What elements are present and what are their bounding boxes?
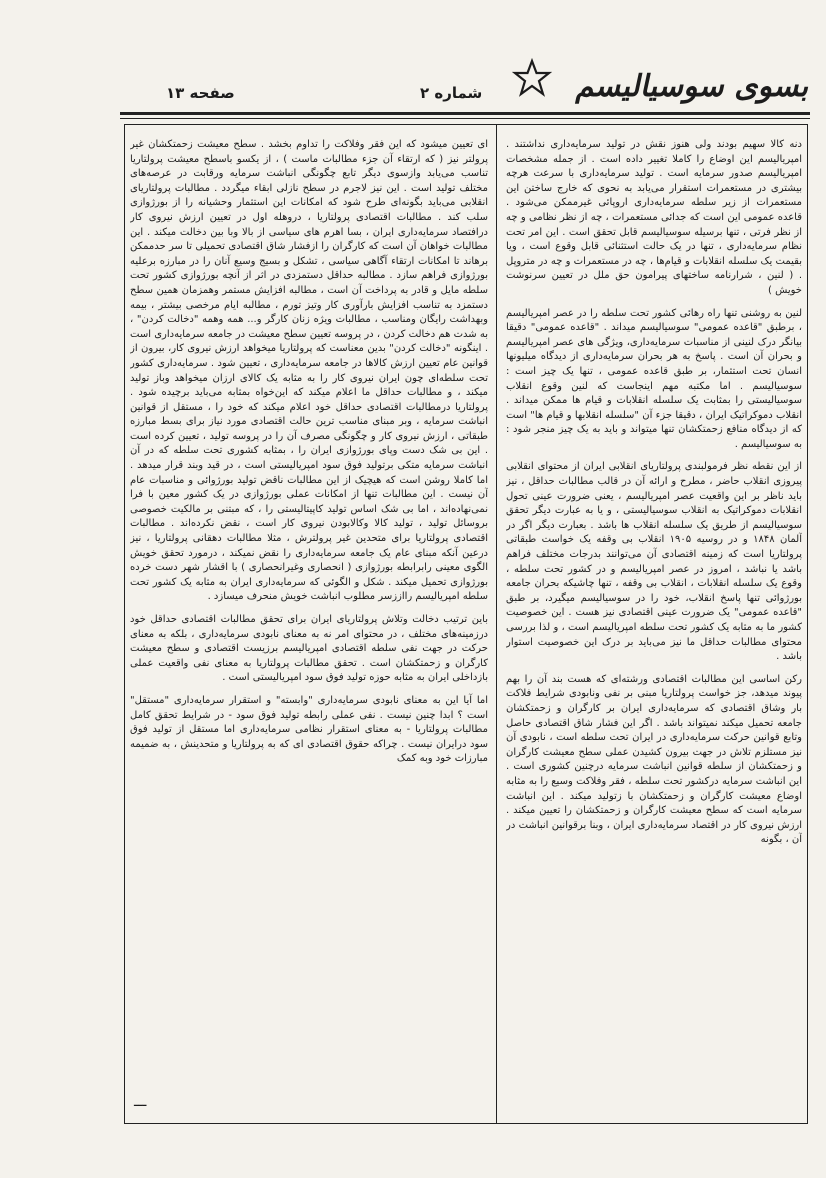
paragraph: لنین به روشنی تنها راه رهائی کشور تحت سلطه را در عصر امپریالیسم ، برطبق "قاعده عمومی" سوسیالیسم میداند . "قاعده عمومی" دقیقا بیانگر درک لنینی از مناسبات سرمایه‌داری، ویژگی های عصر امپریالیسم و بحران آن است . پاسخ به هر بحران سرمایه‌داری از دیدگاه میلیونها انسان تحت استثمار، بر طبق قاعده عمومی ، تنها یک چیز است : سوسیالیسم . اما مکتبه مهم اینجاست که لنین وقوع انقلاب سوسیالیستی را بمثابت یک سلسله انقلابات و قیام ها ممکن میداند . انقلاب دموکراتیک ایران ، دقیقا جزء آن "سلسله انقلابها و قیام ها" است که از دیدگاه منافع زحمتکشان تنها میتواند و باید به یک چیز منجر شود : به سوسیالیسم . (506, 307, 802, 450)
paragraph: رکن اساسی این مطالبات اقتصادی ورشته‌ای که هست بند آن را بهم پیوند میدهد، جز خواست پرولتاریا مبنی بر نفی ونابودی شرایط فلاکت بار وشاق اقتصادی که سرمایه‌داری ایران بر کارگران و زحمتکشان جامعه تحمیل میکند نمیتواند باشد . اگر این فشار شاق اقتصادی حاصل وتابع قوانین حرکت سرمایه‌داری در ایران تحت سلطه است ، نابودی آن نیز مستلزم تلاش در جهت بیرون کشیدن عملی سطح معیشت کارگران و زحمتکشان از سلطه قوانین انباشت سرمایه درچنین کشوری است . این انباشت سرمایه درکشور تحت سلطه ، فقر وفلاکت وسیع را به مثابه اوضاع معیشت کارگران و زحمتکشان با زتولید میکند . این انباشت سرمایه است که سطح معیشت کارگران و زحمتکشان را تعیین میکند . ارزش نیروی کار در اقتصاد سرمایه‌داری ایران ، وبنا برقوانین انباشت در آن ، بگونه (506, 673, 802, 846)
paragraph: دنه کالا سهیم بودند ولی هنوز نقش در تولید سرمایه‌داری نداشتند . امپریالیسم این اوضاع را کاملا تغییر داده است . از جمله مشخصات امپریالیسم صدور سرمایه است . تولید سرمایه‌داری با سرعت هرچه بیشتری در مستعمرات استقرار می‌یابد به نحوی که خارج ساختن این مستعمرات از زیر سلطه سرمایه‌داری اروپائی غیرممکن می‌شود . قاعده عمومی این است که جدائی مستعمرات ، چه از نظر نظامی و چه از نظر فرتی ، تنها برسیله سوسیالیسم قابل تحقق است . این امر تحت نظام سرمایه‌داری ، تنها در یک حالت استثنائی قابل وقوع است ، ویا بقیمت یک سلسله انقلابات و قیام‌ها ، چه در مستعمرات و چه در متروپل . ( لنین ، شرارنامه ساختهای پیرامون حق ملل در تعیین سرنوشت خویش ) (506, 139, 802, 296)
masthead (540, 64, 814, 108)
left-column (130, 138, 488, 1118)
masthead-title: بسوی سوسیالیسم (572, 68, 814, 104)
continuation-mark: ـــ (134, 1094, 147, 1110)
paragraph: ای تعیین میشود که این فقر وفلاکت را تداوم بخشد . سطح معیشت زحمتکشان غیر پرولتر نیز ( که ارتقاء آن جزء مطالبات ماست ) ، از یکسو باسطح معیشت پرولتاریا تناسب می‌یابد وازسوی دیگر تابع چگونگی انباشت سرمایه ورقابت در عرصه‌های مختلف تولید است . این نیز لاجرم در سطح نازلی ابقاء میگردد . مطالبات پرولتاریای انقلابی می‌باید بگونه‌ای طرح شود که امکانات این استثمار وحشیانه را از بورژوازی سلب کند . مطالبات اقتصادی پرولتاریا ، دروهله اول در تعیین ارزش نیروی کار درافتصاد سرمایه‌داری ایران ، بسا اهرم های سیاسی از بالا وبا بین دخالت میکند . این مطالبات خواهان آن است که کارگران را ازفشار شاق اقتصادی تحمیلی تا سر حدممکن برهاند تا امکانات ارتقاء آگاهی سیاسی ، تشکل و بسیج وسیع آنان را در مبارزه برعلیه بورژوازی فراهم سازد . مطالبه حداقل دستمزدی در اثر از آنچه بورژوازی کشور تحت سلطه مایل و قادر به پرداخت آن است ، مطالبه افزایش مستمر وهمزمان همین سطح دستمزد به تناسب افزایش بارآوری کار وتیز تورم ، مطالبه ایام مرخصی بیشتر ، بیمه وبهداشت رایگان ومناسب ، مطالبات ویژه زنان کارگر و... همه وهمه "دخالت کردن" ، به شدت هم دخالت کردن ، در پروسه تعیین سطح معیشت در جامعه سرمایه‌داری است . اینگونه "دخالت کردن" بدین معناست که پرولتاریا میخواهد ارزش نیروی کار، بیرون از قوانین عام تعیین ارزش کالاها در جامعه سرمایه‌داری ، تعیین شود . سرمایه‌داری کشور تحت سلطه‌ای چون ایران نیروی کار را به مثابه یک کالای ارزان میخواهد وباز تولید میکند ، و مطالبات حداقل ما اعلام میکند که این‌خواه بمثابه می‌باید برچیده شود . پرولتاریا درمطالبات اقتصادی حداقل خود اعلام میکند که خود را ، مستقل از قوانین انباشت سرمایه ، وبر مبنای مناسب ترین حالت اقتصادی مورد نیاز برای بسط مبارزه طبقاتی ، ارزش نیروی کار و چگونگی مصرف آن را در پروسه تولید ، تعیین کرده است . این بی شک دست وپای بورژوازی ایران را ، بمثابه کشوری تحت سلطه که در آن انباشت سرمایه متکی برتولید فوق سود امپریالیستی است ، در قید وبند قرار میدهد . اما کاملا روشن است که هیچیک از این مطالبات ناقض تولید بورژوائی و مناسبات عام آن نیست . این مطالبات تنها از امکانات عملی بورژوازی در یک کشور معین با فرا نمی‌نهاده‌اند ، اما بی شک اساس تولید کاپیتالیستی را ، که مبتنی بر مالکیت خصوصی بروسائل تولید ، تولید کالا وکالابودن نیروی کار است ، نقض نکرده‌اند . مطالبات اقتصادی پرولتاریا برای متحدین غیر پرولترش ، مثلا مطالبات دهقانی پرولتاریا ، نیز درعین آنکه مبنای عام یک جامعه سرمایه‌داری را نقض نمیکند ، درمورد تحقق خویش الگوی معینی رابرابطه بورژوازی ( انحصاری وغیرانحصاری ) با اقشار شهر دست خرده بورژوازی تحمیل میکند . شکل و الگوئی که سرمایه‌داری ایران به مثابه یک کشور تحت سلطه امپریالیسم رااززسر مطلوب انباشت خویش منحرف میسازد . (130, 139, 488, 603)
header-rule-thick (120, 112, 810, 115)
paragraph: باین ترتیب دخالت وتلاش پرولتاریای ایران برای تحقق مطالبات اقتصادی حداقل خود درزمینه‌های مختلف ، در محتوای امر نه به معنای نابودی سرمایه‌داری ، بلکه به معنای حرکت در جهت نفی سلطه اقتصادی امپریالیسم برزیست اقتصادی و سطح معیشت کارگران و زحمتکشان است . تحقق مطالبات پرولتاریا به معنای نفی واقعیت عملی بازداخلی ایران به مثابه حوزه تولید فوق سود امپریالیستی است . (130, 614, 488, 684)
issue-number: شماره ۲ (420, 84, 483, 102)
right-column (506, 138, 802, 1118)
paragraph: اما آیا این به معنای نابودی سرمایه‌داری "وابسته" و استقرار سرمایه‌داری "مستقل" است ؟ ابدا چنین نیست . نفی عملی رابطه تولید فوق سود - در شرایط تحقق کامل مطالبات پرولتاریا - به معنای استقرار نظامی سرمایه‌داری اما مستقل از تولید فوق سود درایران نیست . چراکه حقوق اقتصادی ای که به پرولتاریا و متحدینش ، به ضمیمه مبارزات خود وبه کمک (130, 694, 488, 765)
header-rule-thin (120, 118, 810, 119)
page-number: صفحه ۱۳ (166, 84, 235, 102)
paragraph: از این نقطه نظر فرمولبندی پرولتاریای انقلابی ایران از محتوای انقلابی پیروزی انقلاب حاضر ، مطرح و ارائه آن در قالب مطالبات حداقل ، نیز باید ناظر بر این واقعیت عصر امپریالیسم ، یعنی ضرورت عینی تحول انقلابات دموکراتیک به انقلاب سوسیالیستی ، و یا به عبارت دیگر تحقق سوسیالیسم از طریق یک سلسله انقلاب ها باشد . بعبارت دیگر اگر در آلمان ۱۸۴۸ و در روسیه ۱۹۰۵ انقلاب بی وقفه یک خواست طبقاتی پرولتاریا است که زمینه اقتصادی آن می‌توانند بدرجات مختلف فراهم باشد یا نباشد ، امروز در عصر امپریالیسم و در کشور تحت سلطه ، وقوع یک سلسله انقلابات ، انقلاب بی وقفه ، تنها چاشیکه بحران جامعه بورژوائی تنها پاسخ انقلاب، خود را در سوسیالیسم میگیرد، بر طبق "قاعده عمومی" یک ضرورت عینی اقتصادی نیز هست . این خصوصیت کشور ما به مثابه یک کشور تحت سلطه امپریالیسم است ، و لذا بررسی محتوای مطالبات حداقل ما نیز می‌باید بر درک این خصوصیت استوار باشد . (506, 461, 802, 663)
column-divider (496, 124, 497, 1124)
star-icon (512, 58, 552, 98)
